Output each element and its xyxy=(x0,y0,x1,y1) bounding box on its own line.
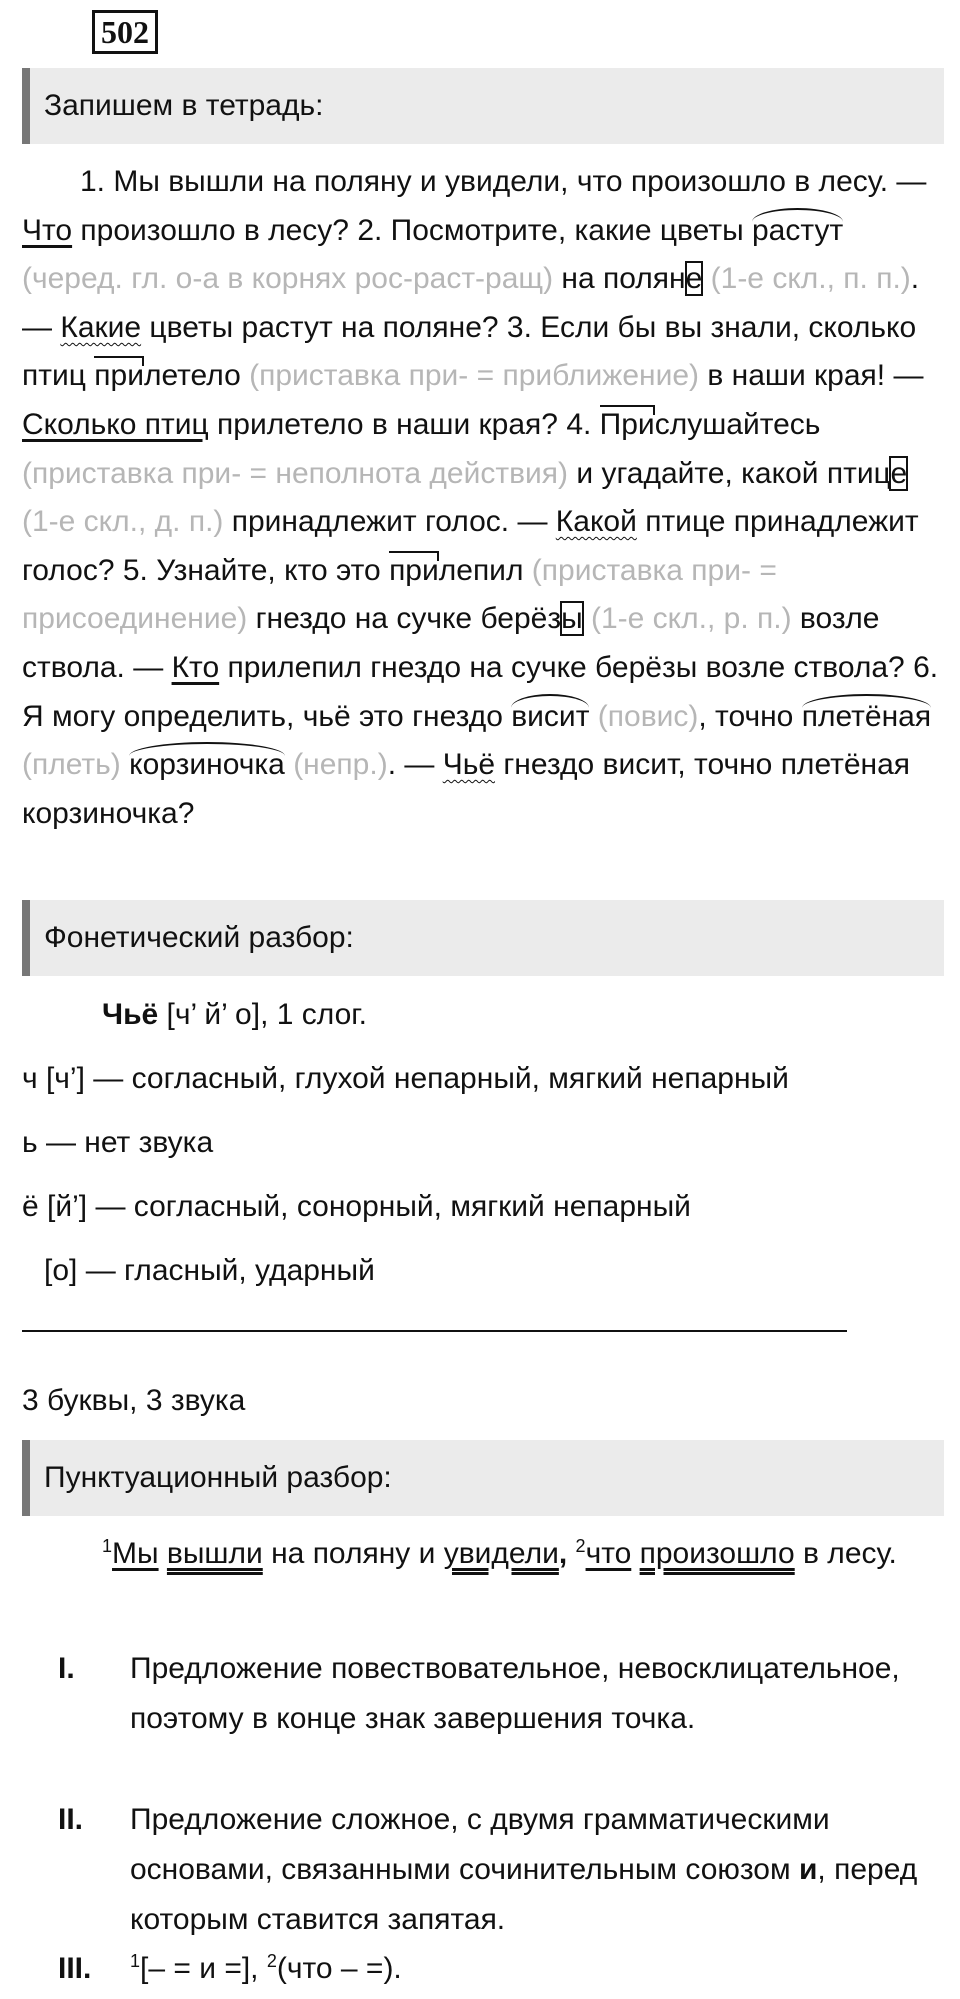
item-number: I. xyxy=(58,1652,75,1685)
question-word: Какие xyxy=(60,310,142,344)
phonetic-row: ё [й’] — согласный, сонорный, мягкий непарный xyxy=(22,1190,691,1223)
ending-mark: е xyxy=(685,262,703,296)
note: (повис) xyxy=(597,699,699,733)
question-word: Что xyxy=(22,213,73,247)
root-mark: растут xyxy=(752,213,844,247)
prefix-mark: при xyxy=(94,359,144,393)
question-word: Чьё xyxy=(442,748,496,782)
phonetic-row: ь — нет звука xyxy=(22,1126,214,1159)
subject: Мы xyxy=(112,1537,159,1570)
notebook-text: 1. Мы вышли на поляну и увидели, что произошло в лесу. — Что произошло в лесу? 2. Посмотрите, какие цветы растут (черед. гл. о-а в корнях рос-раст-ращ) на поляне (1-е скл., п. п.). — Какие цветы растут на поляне? 3. Если бы вы знали, сколько птиц прилетело (приставка при- = приближение) в наши края! — Сколько птиц прилетело в наши края? 4. Прислушайтесь (приставка при- = неполнота действия) и угадайте, какой птице (1-е скл., д. п.) принадлежит голос. — Какой птице принадлежит голос? 5. Узнайте, кто это прилепил (приставка при- = присоединение) гнездо на сучке берёзы (1-е скл., р. п.) возле ствола. — Кто прилепил гнездо на сучке берёзы возле ствола? 6. Я могу определить, чьё это гнездо висит (повис), точно плетёная (плеть) корзиночка (непр.). — Чьё гнездо висит, точно плетёная корзиночка? xyxy=(22,165,939,830)
phonetic-word-line: Чьё [ч’ й’ о], 1 слог. xyxy=(102,998,367,1031)
root-mark: корзиночка xyxy=(129,748,285,782)
item-number: III. xyxy=(58,1952,92,1985)
section-header-phonetic: Фонетический разбор: xyxy=(22,900,944,976)
ending-mark: ы xyxy=(561,602,583,636)
predicate: произошло xyxy=(639,1537,795,1570)
note: (1-е скл., р. п.) xyxy=(591,602,792,636)
note: (непр.) xyxy=(293,748,388,782)
task-number: 502 xyxy=(92,10,158,54)
phonetic-row: ч [ч’] — согласный, глухой непарный, мягкий непарный xyxy=(22,1062,789,1095)
prefix-mark: при xyxy=(389,553,439,587)
note: (1-е скл., д. п.) xyxy=(22,505,224,539)
item-text: Предложение повествовательное, невосклицательное, поэтому в конце знак завершения точка. xyxy=(130,1652,900,1735)
ending-mark: е xyxy=(890,456,908,490)
subject: что xyxy=(585,1537,632,1570)
item-number: II. xyxy=(58,1803,84,1836)
divider-line xyxy=(22,1330,847,1332)
root-mark: плетёная xyxy=(801,699,932,733)
note: (приставка при- = неполнота действия) xyxy=(22,456,569,490)
predicate: увидели xyxy=(443,1537,559,1570)
phonetic-row: [о] — гласный, ударный xyxy=(44,1254,375,1287)
note: (черед. гл. о-а в корнях рос-раст-ращ) xyxy=(22,262,554,296)
section-header-notebook: Запишем в тетрадь: xyxy=(22,68,944,144)
phonetic-word: Чьё xyxy=(102,998,159,1031)
question-word: Какой xyxy=(555,505,637,539)
root-mark: висит xyxy=(511,699,590,733)
note: (1-е скл., п. п.) xyxy=(710,262,911,296)
question-word: Сколько птиц xyxy=(22,407,209,441)
prefix-mark: При xyxy=(599,407,655,441)
note: (приставка при- = приближение) xyxy=(249,359,700,393)
section-header-punctuation: Пунктуационный разбор: xyxy=(22,1440,944,1516)
phonetic-summary: 3 буквы, 3 звука xyxy=(22,1384,246,1417)
note: (приставка при- = присоединение) xyxy=(22,553,777,636)
punctuation-sentence: $^1$Мы вышли на поляну и увидели, $^2$что произошло в лесу. xyxy=(102,1536,897,1570)
predicate: вышли xyxy=(166,1537,263,1570)
question-word: Кто xyxy=(171,650,220,684)
note: (плеть) xyxy=(22,748,121,782)
sentence-scheme: $^1$[– = и =], $^2$(что – =). xyxy=(130,1951,402,1985)
item-text: Предложение сложное, с двумя грамматическими основами, связанными сочинительным союзом и, перед которым ставится запятая. xyxy=(130,1803,918,1936)
